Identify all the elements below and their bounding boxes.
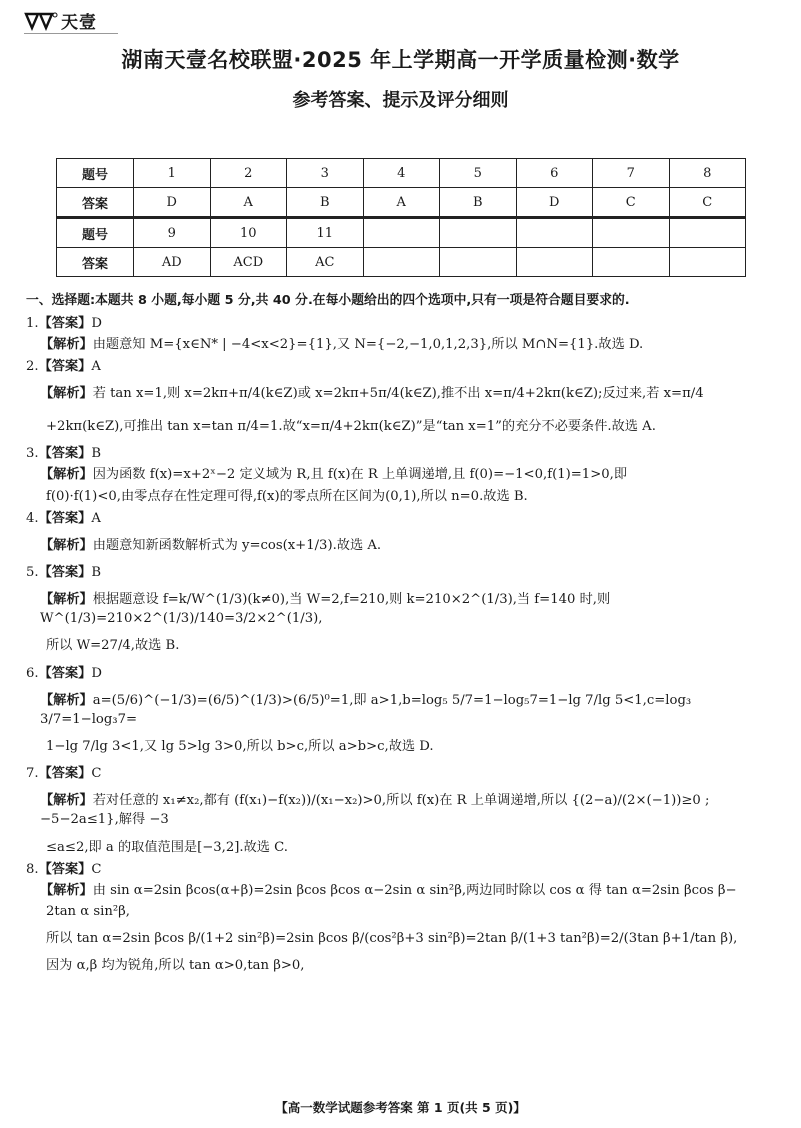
explanation-text: 因为函数 f(x)=x+2ˣ−2 定义域为 R,且 f(x)在 R 上单调递增,且 f(0)=−1<0,f(1)=1>0,即 — [92, 467, 628, 483]
answer-tag: 【答案】 — [38, 510, 92, 526]
answer-line — [26, 357, 778, 376]
answer-line — [26, 314, 778, 333]
question-number: 5. — [26, 564, 39, 580]
cell-question: 2 — [210, 159, 287, 188]
cell-answer: A — [210, 188, 287, 218]
cell-question — [440, 218, 517, 248]
table-row — [57, 159, 746, 188]
answer-value: B — [91, 446, 102, 462]
publisher-logo — [24, 8, 97, 33]
section-heading: 一、选择题:本题共 8 小题,每小题 5 分,共 40 分.在每小题给出的四个选项中,只有一项是符合题目要求的. — [26, 293, 630, 308]
question-number: 6. — [26, 665, 39, 681]
answer-value: C — [91, 861, 102, 877]
cell-answer: D — [134, 188, 211, 218]
explanation-text: a=(5/6)^(−1/3)=(6/5)^(1/3)>(6/5)⁰=1,即 a>1,b=log₅ 5/7=1−log₅7=1−lg 7/lg 5<1,c=log₃ 3/7=1−log₃7= — [40, 692, 692, 727]
analysis-tag: 【解析】 — [40, 385, 93, 401]
row-header-answer: 答案 — [57, 188, 134, 218]
explanation-line — [40, 384, 778, 403]
cell-question: 11 — [287, 218, 364, 248]
cell-question: 8 — [669, 159, 746, 188]
answer-line — [26, 860, 778, 879]
question-number: 7. — [26, 766, 39, 782]
answer-line — [26, 563, 778, 582]
cell-answer: B — [440, 188, 517, 218]
answer-value: D — [91, 665, 102, 681]
question-number: 4. — [26, 510, 39, 526]
cell-answer: C — [593, 188, 670, 218]
cell-question: 9 — [134, 218, 211, 248]
explanation-line: +2kπ(k∈Z),可推出 tan x=tan π/4=1.故“x=π/4+2kπ(k∈Z)”是“tan x=1”的充分不必要条件.故选 A. — [46, 419, 656, 435]
cell-answer: A — [363, 188, 440, 218]
cell-question: 5 — [440, 159, 517, 188]
cell-question — [669, 218, 746, 248]
explanation-line: 1−lg 7/lg 3<1,又 lg 5>lg 3>0,所以 b>c,所以 a>b>c,故选 D. — [46, 738, 434, 754]
page-footer: 【高一数学试题参考答案 第 1 页(共 5 页)】 — [275, 1100, 526, 1115]
cell-answer — [516, 248, 593, 277]
explanation-line — [40, 691, 778, 729]
logo-text: 天壹 — [61, 13, 97, 33]
cell-answer: AD — [134, 248, 211, 277]
cell-question — [363, 218, 440, 248]
explanation-line — [40, 465, 778, 484]
answer-value: B — [91, 564, 102, 580]
analysis-tag: 【解析】 — [40, 467, 93, 483]
answer-table — [56, 158, 746, 277]
cell-question: 3 — [287, 159, 364, 188]
cell-answer: D — [516, 188, 593, 218]
explanation-line: 2tan α sin²β, — [46, 903, 130, 919]
explanation-text: 根据题意设 f=k/W^(1/3)(k≠0),当 W=2,f=210,则 k=210×2^(1/3),当 f=140 时,则 W^(1/3)=210×2^(1/3)/140=3/2×2^(1/3), — [40, 592, 611, 627]
explanation-line — [40, 791, 778, 829]
analysis-tag: 【解析】 — [40, 882, 93, 898]
explanation-text: 由题意知新函数解析式为 y=cos(x+1/3).故选 A. — [92, 537, 382, 553]
explanation-line — [40, 335, 778, 354]
cell-answer: AC — [287, 248, 364, 277]
cell-answer: B — [287, 188, 364, 218]
cell-answer — [669, 248, 746, 277]
answer-tag: 【答案】 — [38, 861, 92, 877]
logo-underline — [24, 33, 118, 34]
cell-question: 10 — [210, 218, 287, 248]
answer-tag: 【答案】 — [38, 665, 92, 681]
logo-mark-icon — [24, 11, 58, 31]
answer-value: A — [91, 510, 101, 526]
analysis-tag: 【解析】 — [40, 692, 93, 708]
row-header-question: 题号 — [57, 218, 134, 248]
explanation-line — [40, 590, 778, 628]
explanation-line: 所以 tan α=2sin βcos β/(1+2 sin²β)=2sin βcos β/(cos²β+3 sin²β)=2tan β/(1+3 tan²β)=2/(3tan β+1/tan β), — [46, 931, 738, 947]
table-row — [57, 218, 746, 248]
document-title: 湖南天壹名校联盟·2025 年上学期高一开学质量检测·数学 — [121, 48, 680, 72]
answer-value: A — [91, 358, 101, 374]
answer-tag: 【答案】 — [38, 564, 92, 580]
analysis-tag: 【解析】 — [40, 336, 93, 352]
row-header-question: 题号 — [57, 159, 134, 188]
answer-line — [26, 509, 778, 528]
table-row — [57, 248, 746, 277]
cell-question — [593, 218, 670, 248]
question-number: 2. — [26, 358, 39, 374]
explanation-line: ≤a≤2,即 a 的取值范围是[−3,2].故选 C. — [46, 839, 288, 855]
explanation-line: f(0)·f(1)<0,由零点存在性定理可得,f(x)的零点所在区间为(0,1),所以 n=0.故选 B. — [46, 488, 528, 504]
cell-answer — [363, 248, 440, 277]
explanation-line — [40, 536, 778, 555]
explanation-line — [40, 881, 778, 900]
question-number: 8. — [26, 861, 39, 877]
solutions-body — [26, 292, 778, 975]
cell-answer: ACD — [210, 248, 287, 277]
explanation-text: 由题意知 M={x∈N* | −4<x<2}={1},又 N={−2,−1,0,1,2,3},所以 M∩N={1}.故选 D. — [92, 336, 644, 352]
cell-answer — [440, 248, 517, 277]
answer-value: D — [91, 315, 102, 331]
analysis-tag: 【解析】 — [40, 793, 93, 809]
answer-tag: 【答案】 — [38, 446, 92, 462]
explanation-text: 若对任意的 x₁≠x₂,都有 (f(x₁)−f(x₂))/(x₁−x₂)>0,所以 f(x)在 R 上单调递增,所以 {(2−a)/(2×(−1))≥0 ; −5−2a≤1},解得 −3 — [40, 793, 710, 828]
cell-question: 4 — [363, 159, 440, 188]
explanation-text: 若 tan x=1,则 x=2kπ+π/4(k∈Z)或 x=2kπ+5π/4(k∈Z),推不出 x=π/4+2kπ(k∈Z);反过来,若 x=π/4 — [92, 385, 704, 401]
cell-answer — [593, 248, 670, 277]
cell-answer: C — [669, 188, 746, 218]
cell-question: 7 — [593, 159, 670, 188]
cell-question — [516, 218, 593, 248]
answer-line — [26, 444, 778, 463]
question-number: 1. — [26, 315, 39, 331]
answer-line — [26, 764, 778, 783]
explanation-line: 因为 α,β 均为锐角,所以 tan α>0,tan β>0, — [46, 958, 305, 974]
analysis-tag: 【解析】 — [40, 592, 93, 608]
answer-tag: 【答案】 — [38, 766, 92, 782]
analysis-tag: 【解析】 — [40, 537, 93, 553]
row-header-answer: 答案 — [57, 248, 134, 277]
answer-line — [26, 664, 778, 683]
document-subtitle: 参考答案、提示及评分细则 — [292, 90, 509, 111]
answer-tag: 【答案】 — [38, 358, 92, 374]
table-row — [57, 188, 746, 218]
explanation-line: 所以 W=27/4,故选 B. — [46, 638, 180, 654]
cell-question: 1 — [134, 159, 211, 188]
explanation-text: 由 sin α=2sin βcos(α+β)=2sin βcos βcos α−2sin α sin²β,两边同时除以 cos α 得 tan α=2sin βcos β− — [92, 882, 737, 898]
answer-tag: 【答案】 — [38, 315, 92, 331]
cell-question: 6 — [516, 159, 593, 188]
question-number: 3. — [26, 446, 39, 462]
answer-value: C — [91, 766, 102, 782]
